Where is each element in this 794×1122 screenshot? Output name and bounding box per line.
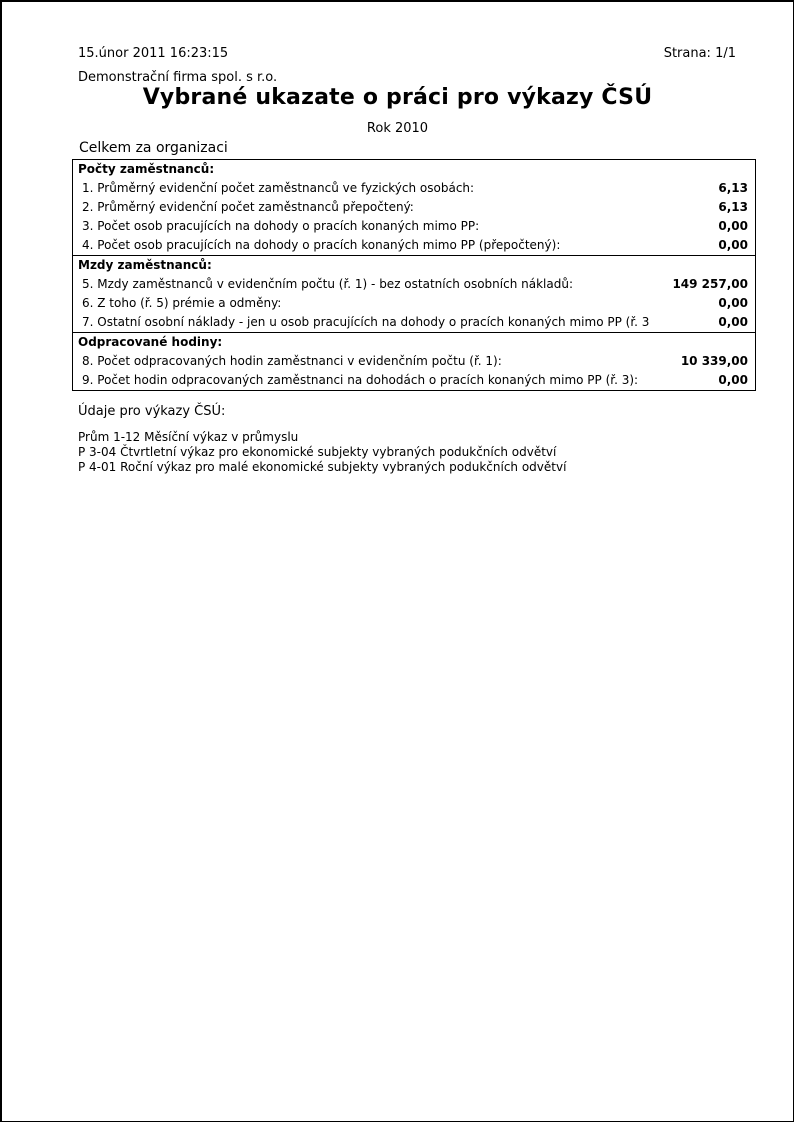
table-section-worked-hours	[73, 332, 755, 390]
row-label: 8. Počet odpracovaných hodin zaměstnanci v evidenčním počtu (ř. 1):	[82, 354, 502, 368]
row-value: 0,00	[718, 373, 748, 387]
row-value: 6,13	[718, 181, 748, 195]
table-row	[73, 179, 755, 198]
table-row	[73, 236, 755, 255]
table-section-employee-counts	[73, 160, 755, 255]
csu-data-heading: Údaje pro výkazy ČSÚ:	[78, 404, 226, 419]
section-header: Odpracované hodiny:	[78, 335, 223, 349]
page-number: Strana: 1/1	[663, 46, 736, 61]
table-row	[73, 313, 755, 332]
report-datetime: 15.únor 2011 16:23:15	[78, 46, 229, 61]
scope-heading: Celkem za organizaci	[79, 140, 228, 156]
row-label: 7. Ostatní osobní náklady - jen u osob pracujících na dohody o pracích konaných mimo PP (ř. 3	[82, 315, 650, 329]
row-label: 9. Počet hodin odpracovaných zaměstnanci na dohodách o pracích konaných mimo PP (ř. 3):	[82, 373, 639, 387]
row-value: 6,13	[718, 200, 748, 214]
row-label: 2. Průměrný evidenční počet zaměstnanců přepočtený:	[82, 200, 414, 214]
row-value: 0,00	[718, 219, 748, 233]
report-header-line	[78, 46, 736, 61]
row-label: 6. Z toho (ř. 5) prémie a odměny:	[82, 296, 282, 310]
section-header: Mzdy zaměstnanců:	[78, 258, 212, 272]
row-label: 1. Průměrný evidenční počet zaměstnanců ve fyzických osobách:	[82, 181, 475, 195]
indicators-table	[72, 159, 756, 391]
row-value: 0,00	[718, 238, 748, 252]
row-label: 5. Mzdy zaměstnanců v evidenčním počtu (ř. 1) - bez ostatních osobních nákladů:	[82, 277, 573, 291]
table-row	[73, 371, 755, 390]
row-label: 4. Počet osob pracujících na dohody o pracích konaných mimo PP (přepočtený):	[82, 238, 561, 252]
row-value: 10 339,00	[680, 354, 748, 368]
report-subtitle: Rok 2010	[366, 121, 429, 136]
csu-report-list	[78, 430, 566, 475]
section-header: Počty zaměstnanců:	[78, 162, 215, 176]
row-value: 0,00	[718, 315, 748, 329]
csu-report-item: P 3-04 Čtvrtletní výkaz pro ekonomické subjekty vybraných podukčních odvětví	[78, 445, 557, 459]
row-label: 3. Počet osob pracujících na dohody o pracích konaných mimo PP:	[82, 219, 480, 233]
table-row	[73, 217, 755, 236]
company-name: Demonstrační firma spol. s r.o.	[78, 70, 278, 85]
table-row	[73, 294, 755, 313]
report-title: Vybrané ukazate o práci pro výkazy ČSÚ	[142, 85, 653, 110]
table-row	[73, 275, 755, 294]
csu-report-item: P 4-01 Roční výkaz pro malé ekonomické subjekty vybraných podukčních odvětví	[78, 460, 567, 474]
table-section-wages	[73, 255, 755, 332]
row-value: 0,00	[718, 296, 748, 310]
row-value: 149 257,00	[672, 277, 748, 291]
csu-report-item: Prům 1-12 Měsíční výkaz v průmyslu	[78, 430, 299, 444]
table-row	[73, 198, 755, 217]
table-row	[73, 352, 755, 371]
